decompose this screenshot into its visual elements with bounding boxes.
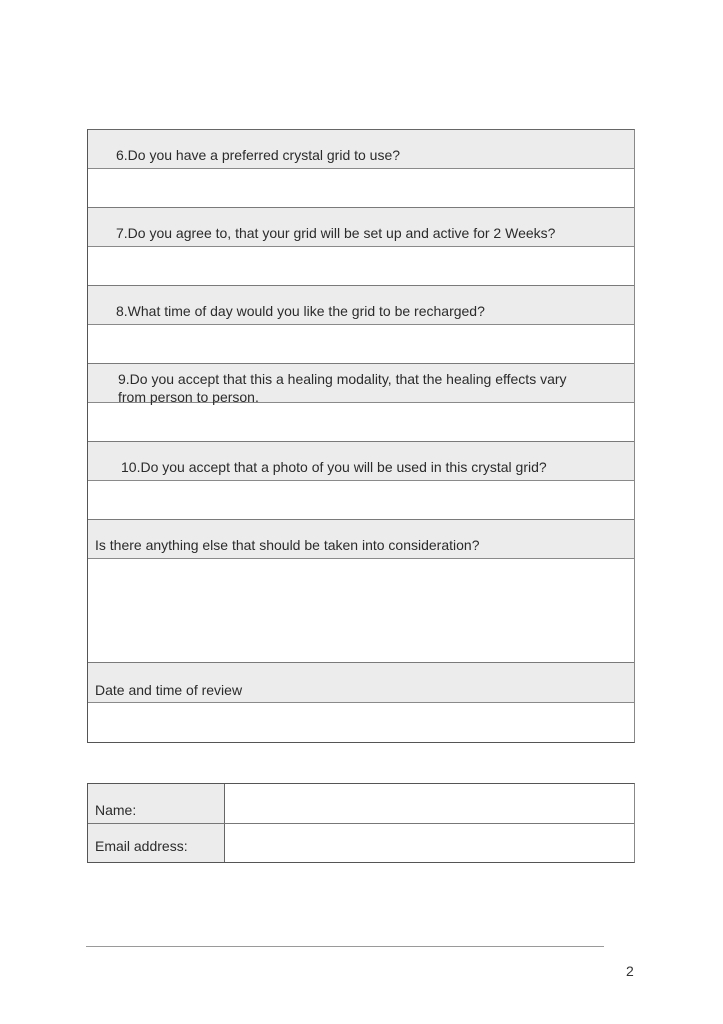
- question-row-6: [88, 130, 634, 169]
- email-row: [88, 823, 634, 862]
- answer-field-9[interactable]: [88, 403, 634, 442]
- name-label: Name:: [88, 784, 225, 823]
- contact-table: [87, 783, 635, 863]
- question-label: 9.Do you accept that this a healing modality, that the healing effects vary from person to person.: [118, 371, 567, 405]
- question-row-7: [88, 208, 634, 247]
- answer-field-7[interactable]: [88, 247, 634, 286]
- answer-field-6[interactable]: [88, 169, 634, 208]
- email-label: Email address:: [88, 824, 225, 862]
- question-row-consideration: [88, 520, 634, 559]
- question-label: 6.Do you have a preferred crystal grid to use?: [116, 147, 401, 163]
- question-row-10: [88, 442, 634, 481]
- name-field[interactable]: [225, 784, 634, 823]
- answer-field-8[interactable]: [88, 325, 634, 364]
- questionnaire-table: [87, 129, 635, 743]
- answer-field-consideration[interactable]: [88, 559, 634, 663]
- answer-field-10[interactable]: [88, 481, 634, 520]
- question-row-8: [88, 286, 634, 325]
- name-row: [88, 784, 634, 823]
- page-number: 2: [626, 963, 634, 979]
- email-field[interactable]: [225, 824, 634, 862]
- question-label: Is there anything else that should be taken into consideration?: [95, 537, 480, 553]
- answer-field-review-date[interactable]: [88, 703, 634, 742]
- footer-divider: [86, 946, 604, 947]
- question-label: Date and time of review: [95, 682, 243, 698]
- question-row-9: [88, 364, 634, 403]
- question-row-review-date: [88, 663, 634, 703]
- question-label: 10.Do you accept that a photo of you will be used in this crystal grid?: [121, 459, 547, 475]
- question-label: 7.Do you agree to, that your grid will be set up and active for 2 Weeks?: [116, 225, 556, 241]
- question-label: 8.What time of day would you like the grid to be recharged?: [116, 303, 485, 319]
